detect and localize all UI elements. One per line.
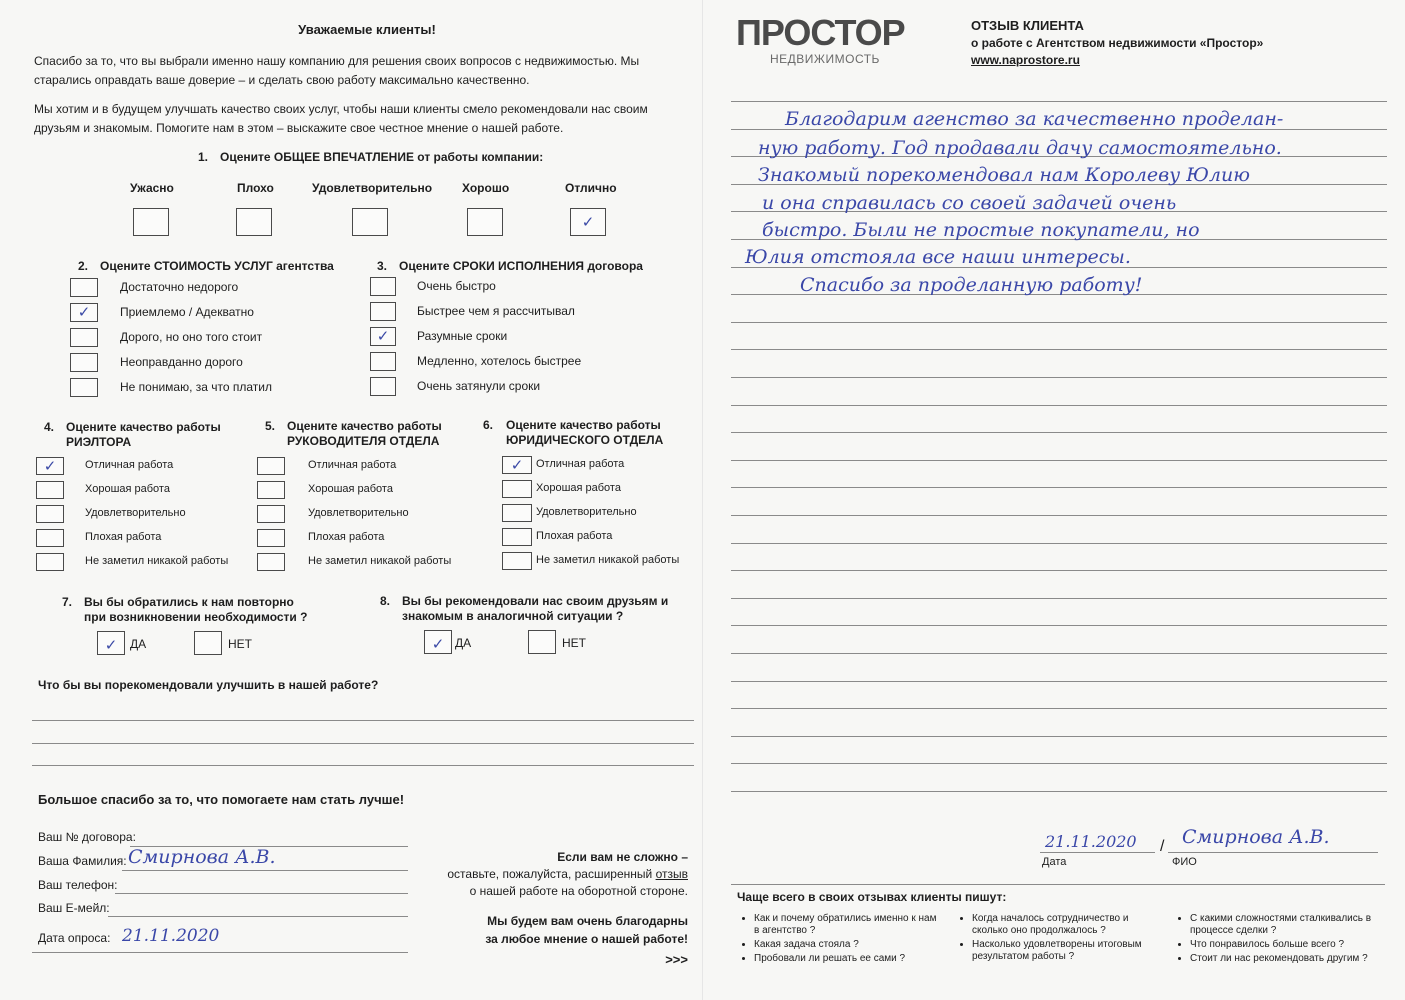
q4-option-checkbox[interactable] [36,529,64,547]
fio-value: Смирнова А.В. [1182,826,1330,848]
prostor-logo [736,12,926,72]
q1-option-checkbox[interactable] [570,208,606,236]
tips-column-1 [740,913,940,967]
q7-yes-label: ДА [130,637,147,651]
survey-date-input[interactable] [32,952,408,953]
q4-number: 4. [44,420,55,434]
q6-title-line1: Оцените качество работы [506,418,661,432]
q6-option-checkbox[interactable] [502,456,532,474]
slash-separator: / [1160,838,1165,855]
thanks-heading: Большое спасибо за то, что помогаете нам стать лучше! [38,792,405,807]
improve-line-1[interactable] [32,720,694,721]
tips-title: Чаще всего в своих отзывах клиенты пишут: [737,890,1007,904]
q7-title-line2: при возникновении необходимости ? [84,610,308,624]
q1-option-label: Отлично [565,181,617,195]
q3-option-label: Медленно, хотелось быстрее [417,354,582,368]
phone-label: Ваш телефон: [38,878,118,892]
contract-label: Ваш № договора: [38,830,136,844]
q7-number: 7. [62,595,73,609]
q7-title-line1: Вы бы обратились к нам повторно [84,595,294,609]
q1-option-checkbox[interactable] [467,208,503,236]
review-ruled-line[interactable] [731,570,1387,571]
q1-option-label: Хорошо [462,181,510,195]
tips-divider [731,884,1385,885]
review-ruled-line[interactable] [731,460,1387,461]
q1-title: Оцените ОБЩЕЕ ВПЕЧАТЛЕНИЕ от работы компании: [220,150,544,164]
review-date-input[interactable] [1040,852,1155,853]
q3-option-checkbox[interactable] [370,327,396,346]
check-mark-icon: ✓ [43,457,57,475]
q3-option-label: Разумные сроки [417,329,508,343]
fio-label: ФИО [1172,856,1197,868]
check-mark-icon: ✓ [376,327,390,345]
review-ruled-line[interactable] [731,543,1387,544]
q2-option-label: Дорого, но оно того стоит [120,330,263,344]
q1-option-label: Плохо [237,181,274,195]
review-ruled-line[interactable] [731,349,1387,350]
side-note-line3: о нашей работе на оборотной стороне. [469,884,688,898]
q6-number: 6. [483,418,494,432]
tip-item: • Когда началось сотрудничество и сколько оно продолжалось ? [972,913,1158,937]
q5-option-checkbox[interactable] [257,481,285,499]
q3-number: 3. [377,259,388,273]
website-link[interactable]: www.naprostore.ru [971,53,1080,67]
q1-option-label: Удовлетворительно [312,181,433,195]
q6-option-label: Удовлетворительно [536,506,637,518]
q3-option-label: Очень быстро [417,279,496,293]
q4-option-checkbox[interactable] [36,505,64,523]
side-note-line1: Если вам не сложно – [557,850,688,864]
q1-option-checkbox[interactable] [133,208,169,236]
q5-option-label: Отличная работа [308,459,397,471]
q1-option-checkbox[interactable] [352,208,388,236]
review-ruled-line[interactable] [731,708,1387,709]
survey-date-label: Дата опроса: [38,931,111,945]
side-note-line2: оставьте, пожалуйста, расширенный [447,867,653,881]
q1-option-label: Ужасно [130,181,174,195]
q4-option-checkbox[interactable] [36,553,64,571]
q7-yes-checkbox[interactable]: ✓ [97,631,125,655]
q2-option-checkbox[interactable] [70,328,98,347]
improve-question: Что бы вы порекомендовали улучшить в нашей работе? [38,678,379,692]
q5-option-label: Плохая работа [308,531,385,543]
q5-option-label: Удовлетворительно [308,507,409,519]
q2-option-label: Неоправданно дорого [120,355,243,369]
review-text-line-5: быстро. Были не простые покупатели, но [762,219,1200,241]
improve-line-2[interactable] [32,743,694,744]
tip-item: • Как и почему обратились именно к нам в агентство ? [754,913,940,937]
review-ruled-line[interactable] [731,487,1387,488]
q8-yes-label: ДА [455,636,472,650]
page-fold [702,0,703,1000]
review-ruled-line[interactable] [731,791,1387,792]
review-title: ОТЗЫВ КЛИЕНТА [971,18,1084,33]
q6-option-label: Не заметил никакой работы [536,554,680,566]
q8-yes-checkbox[interactable]: ✓ [424,630,452,654]
check-mark-icon: ✓ [77,303,91,321]
q2-option-checkbox[interactable] [70,353,98,372]
q2-option-label: Достаточно недорого [120,280,239,294]
logo-sub: НЕДВИЖИМОСТЬ [770,52,880,66]
surname-value: Смирнова А.В. [128,846,276,868]
q5-option-label: Не заметил никакой работы [308,555,452,567]
q4-option-label: Отличная работа [85,459,174,471]
q5-option-label: Хорошая работа [308,483,393,495]
q4-title-line1: Оцените качество работы [66,420,221,434]
review-text-line-4: и она справилась со своей задачей очень [762,192,1177,214]
side-note [420,848,688,970]
review-date-value: 21.11.2020 [1045,832,1137,851]
tips-column-3 [1176,913,1376,967]
q3-option-checkbox[interactable] [370,277,396,296]
q8-title-line1: Вы бы рекомендовали нас своим друзьям и [402,594,669,608]
surname-label: Ваша Фамилия: [38,854,127,868]
q3-option-label: Быстрее чем я рассчитывал [417,304,575,318]
q8-number: 8. [380,594,391,608]
q2-option-checkbox[interactable] [70,303,98,322]
review-subtitle: о работе с Агентством недвижимости «Простор» [971,36,1264,50]
review-text-line-1: Благодарим агенство за качественно проделан- [785,108,1284,130]
tip-item: • Какая задача стояла ? [754,939,940,951]
q5-title-line2: РУКОВОДИТЕЛЯ ОТДЕЛА [287,434,440,448]
q2-option-checkbox[interactable] [70,278,98,297]
email-input[interactable] [108,916,408,917]
q4-option-label: Плохая работа [85,531,162,543]
q6-option-checkbox[interactable] [502,528,532,546]
q4-option-label: Хорошая работа [85,483,170,495]
q4-option-label: Удовлетворительно [85,507,186,519]
review-ruled-line[interactable] [731,736,1387,737]
email-label: Ваш Е-мейл: [38,901,110,915]
q7-no-checkbox[interactable] [194,631,222,655]
q6-option-checkbox[interactable] [502,480,532,498]
q5-option-checkbox[interactable] [257,529,285,547]
q2-title: Оцените СТОИМОСТЬ УСЛУГ агентства [100,259,334,273]
fio-input[interactable] [1168,852,1378,853]
review-ruled-line[interactable] [731,101,1387,102]
logo-main: ПРОСТОР [736,12,905,53]
q6-option-checkbox[interactable] [502,504,532,522]
q4-option-label: Не заметил никакой работы [85,555,229,567]
review-ruled-line[interactable] [731,515,1387,516]
q5-option-checkbox[interactable] [257,553,285,571]
tip-item: • Пробовали ли решать ее сами ? [754,953,940,965]
review-ruled-line[interactable] [731,763,1387,764]
q5-option-checkbox[interactable] [257,505,285,523]
q4-option-checkbox[interactable] [36,457,64,475]
q6-option-label: Хорошая работа [536,482,621,494]
tip-item: • С какими сложностями сталкивались в процессе сделки ? [1190,913,1376,937]
q3-option-checkbox[interactable] [370,377,396,396]
tip-item: • Стоит ли нас рекомендовать другим ? [1190,953,1376,965]
review-date-label: Дата [1042,856,1067,868]
q1-number: 1. [198,150,209,164]
review-text-line-6: Юлия отстояла все наши интересы. [745,246,1131,268]
tips-column-2 [958,913,1158,965]
q3-option-checkbox[interactable] [370,302,396,321]
improve-line-3[interactable] [32,765,694,766]
tip-item: • Насколько удовлетворены итоговым результатом работы ? [972,939,1158,963]
q1-option-checkbox[interactable] [236,208,272,236]
q5-title-line1: Оцените качество работы [287,419,442,433]
q3-option-checkbox[interactable] [370,352,396,371]
review-text-line-7: Спасибо за проделанную работу! [800,274,1143,296]
q8-no-checkbox[interactable] [528,630,556,654]
intro-paragraph-2: Мы хотим и в будущем улучшать качество своих услуг, чтобы наши клиенты смело рекомендовали нас своим друзьям и знакомым. Помогите нам в этом – выскажите свое честное мнение о нашей работе. [34,102,648,135]
q3-title: Оцените СРОКИ ИСПОЛНЕНИЯ договора [399,259,643,273]
review-ruled-line[interactable] [731,405,1387,406]
q6-title-line2: ЮРИДИЧЕСКОГО ОТДЕЛА [506,433,664,447]
q7-no-label: НЕТ [228,637,252,651]
q5-option-checkbox[interactable] [257,457,285,475]
arrows: >>> [665,952,688,967]
q2-number: 2. [78,259,89,273]
q6-option-label: Отличная работа [536,458,625,470]
q2-option-label: Не понимаю, за что платил [120,380,273,394]
side-note-line4: Мы будем вам очень благодарны [487,914,688,928]
intro-paragraph-1: Спасибо за то, что вы выбрали именно нашу компанию для решения своих вопросов с недвижимостью. Мы старались оправдать ваше доверие – и сделать свою работу максимально качественно. [34,54,640,87]
review-text-line-3: Знакомый порекомендовал нам Королеву Юлию [758,164,1250,186]
q4-title-line2: РИЭЛТОРА [66,435,132,449]
q2-option-label: Приемлемо / Адекватно [120,305,254,319]
side-note-line5: за любое мнение о нашей работе! [485,932,688,946]
survey-date-value: 21.11.2020 [122,926,220,946]
q6-option-label: Плохая работа [536,530,613,542]
tip-item: • Что понравилось больше всего ? [1190,939,1376,951]
review-ruled-line[interactable] [731,432,1387,433]
q8-no-label: НЕТ [562,636,586,650]
q5-number: 5. [265,419,276,433]
review-ruled-line[interactable] [731,322,1387,323]
review-link[interactable]: отзыв [655,867,688,881]
q2-option-checkbox[interactable] [70,378,98,397]
survey-header: Уважаемые клиенты! [298,22,436,37]
review-ruled-line[interactable] [731,625,1387,626]
review-ruled-line[interactable] [731,598,1387,599]
q8-title-line2: знакомым в аналогичной ситуации ? [402,609,624,623]
check-mark-icon: ✓ [510,456,524,474]
review-text-line-2: ную работу. Год продавали дачу самостоятельно. [758,137,1282,159]
q6-option-checkbox[interactable] [502,552,532,570]
phone-input[interactable] [115,893,408,894]
review-ruled-line[interactable] [731,653,1387,654]
review-ruled-line[interactable] [731,377,1387,378]
surname-input[interactable] [122,870,408,871]
check-mark-icon: ✓ [581,213,595,231]
q3-option-label: Очень затянули сроки [417,379,541,393]
review-ruled-line[interactable] [731,681,1387,682]
q4-option-checkbox[interactable] [36,481,64,499]
